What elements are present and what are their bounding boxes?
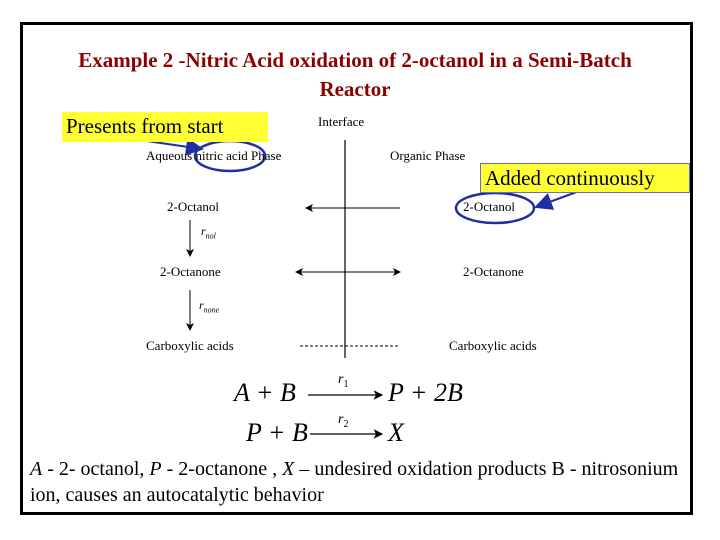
- eq1-rate-symbol: r: [338, 372, 344, 387]
- eq2-rate-subscript: 2: [343, 418, 349, 430]
- text-x: – undesired oxidation products B - nitrosonium ion, causes an autocatalytic behavior: [30, 458, 679, 506]
- callout-added-continuously: Added continuously: [480, 163, 690, 193]
- eq2-left: P + B: [246, 418, 308, 447]
- eq2-rate: [338, 412, 348, 430]
- organic-octanol-label: 2-Octanol: [463, 199, 515, 214]
- eq2-right: X: [388, 418, 404, 447]
- rate-none-subscript: none: [203, 305, 220, 315]
- symbol-p: P: [149, 458, 162, 480]
- description-text: [30, 456, 690, 508]
- organic-acids-label: Carboxylic acids: [449, 338, 537, 353]
- eq1-rate: [338, 372, 348, 390]
- aqueous-phase-label: Aqueous nitric acid Phase: [146, 148, 282, 163]
- organic-octanone-label: 2-Octanone: [463, 264, 524, 279]
- eq1-right: P + 2B: [388, 378, 463, 407]
- organic-phase-label: Organic Phase: [390, 148, 466, 163]
- rate-none-label: [199, 298, 219, 314]
- rate-nol-symbol: r: [201, 224, 206, 238]
- aqueous-acids-label: Carboxylic acids: [146, 338, 234, 353]
- eq1-rate-subscript: 1: [343, 378, 349, 390]
- title-line-1: Example 2 -Nitric Acid oxidation of 2-octanol in a Semi-Batch: [78, 48, 632, 72]
- rate-none-symbol: r: [199, 298, 204, 312]
- callout-presents-from-start: Presents from start: [62, 112, 268, 142]
- text-p: - 2-octanone ,: [161, 458, 283, 480]
- title-line-2: Reactor: [319, 77, 391, 101]
- symbol-a: A: [30, 458, 43, 480]
- eq2-rate-symbol: r: [338, 412, 344, 427]
- aqueous-octanol-label: 2-Octanol: [167, 199, 219, 214]
- symbol-x: X: [282, 458, 295, 480]
- rate-nol-subscript: nol: [205, 231, 216, 241]
- rate-nol-label: [201, 224, 216, 240]
- text-a: - 2- octanol,: [42, 458, 150, 480]
- eq1-left: A + B: [234, 378, 296, 407]
- interface-label: Interface: [318, 114, 365, 129]
- aqueous-octanone-label: 2-Octanone: [160, 264, 221, 279]
